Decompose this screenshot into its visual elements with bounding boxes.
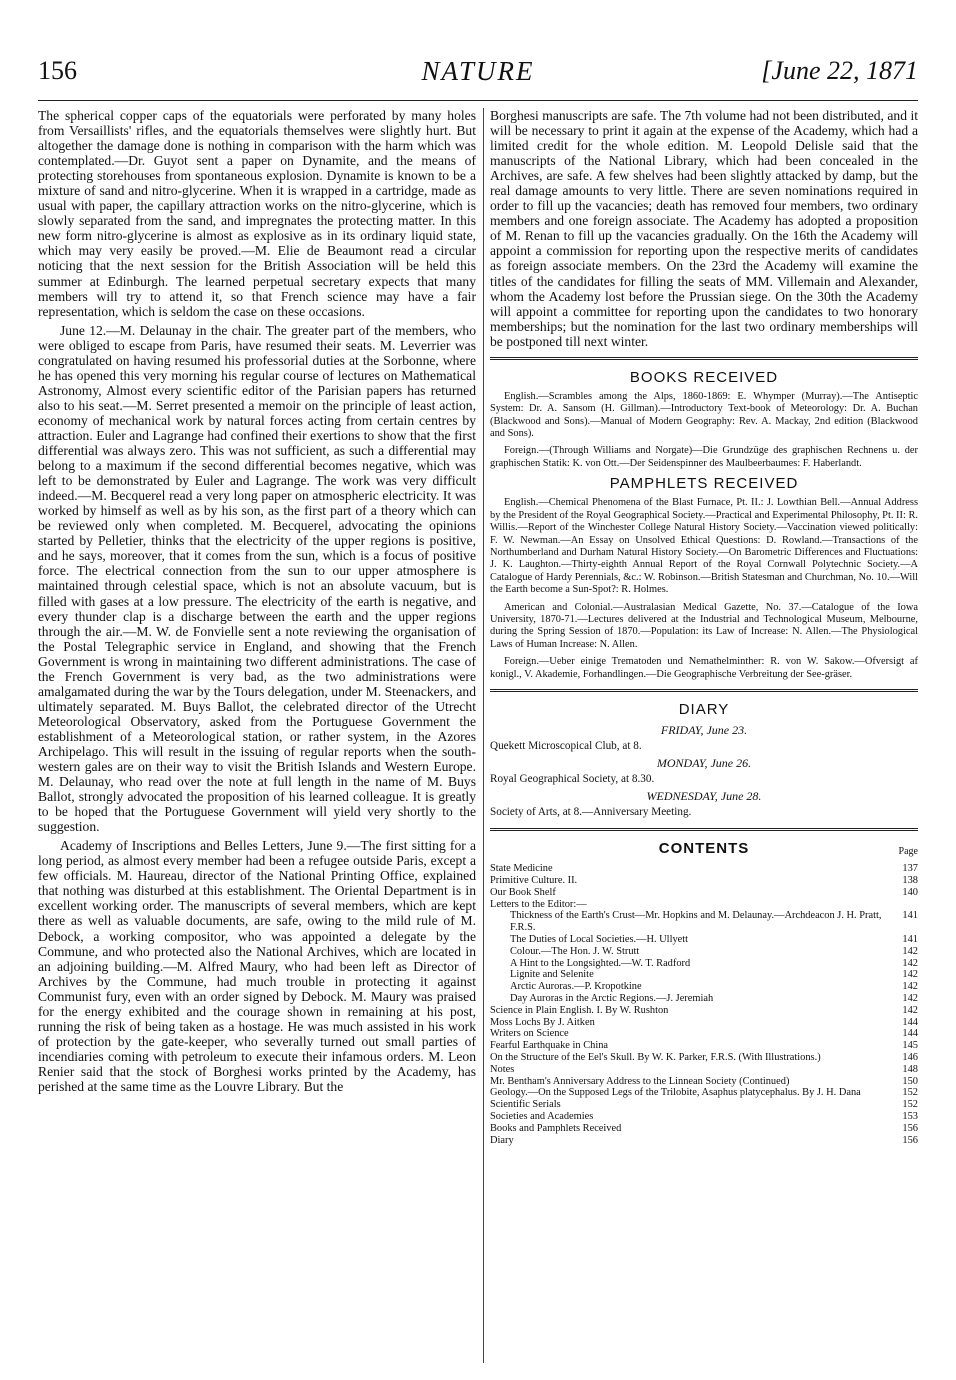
contents-item-label: Our Book Shelf: [490, 886, 556, 898]
contents-item: [490, 1052, 918, 1064]
contents-item: [490, 1005, 918, 1017]
contents-item-label: State Medicine: [490, 863, 553, 875]
contents-item: [490, 1135, 918, 1147]
contents-item-label: Fearful Earthquake in China: [490, 1040, 609, 1052]
contents-item-page: 141: [902, 934, 918, 946]
header-rule: [38, 100, 918, 101]
pamphlets-paragraph: American and Colonial.—Australasian Medical Gazette, No. 37.—Catalogue of the Iowa University, 1870-71.—Lectures delivered at the Industrial and Technological Museum, Melbourne, during the Spring Session of 1870.—Population: its Law of Increase: N. Allen.—The Physiological Laws of Human Increase: N. Allen.: [490, 601, 918, 650]
diary-event: Quekett Microscopical Club, at 8.: [490, 740, 642, 753]
issue-date: [June 22, 1871: [761, 56, 918, 85]
diary-event: Society of Arts, at 8.—Anniversary Meeting.: [490, 806, 692, 819]
contents-item-label: Diary: [490, 1134, 514, 1146]
contents-item-page: 152: [902, 1099, 918, 1111]
contents-item-label: Scientific Serials: [490, 1099, 561, 1111]
contents-item: [490, 1028, 918, 1040]
contents-title: CONTENTS: [658, 840, 750, 858]
contents-item: [490, 1087, 918, 1099]
contents-item-page: 142: [902, 969, 918, 981]
diary-day: WEDNESDAY, June 28.: [646, 789, 762, 804]
contents-item-label: A Hint to the Longsighted.—W. T. Radford: [510, 957, 691, 969]
pamphlets-received-title: PAMPHLETS RECEIVED: [609, 475, 799, 493]
contents-item: [490, 887, 918, 899]
pamphlets-received-section: [490, 497, 918, 681]
contents-item: [490, 1111, 918, 1123]
contents-header: [490, 841, 918, 859]
contents-item-label: Day Auroras in the Arctic Regions.—J. Jeremiah: [510, 993, 714, 1005]
contents-item: [490, 946, 918, 958]
contents-item-label: On the Structure of the Eel's Skull. By W. K. Parker, F.R.S. (With Illustrations.): [490, 1052, 821, 1064]
contents-item-page: 156: [902, 1134, 918, 1146]
journal-title: NATURE: [421, 56, 535, 86]
books-received-title: BOOKS RECEIVED: [629, 368, 779, 386]
contents-item-page: 156: [902, 1122, 918, 1134]
contents-page-label: Page: [898, 846, 918, 858]
contents-item-label: Primitive Culture. II.: [490, 875, 578, 887]
pamphlets-paragraph: Foreign.—Ueber einige Trematoden und Nemathelminther: R. von W. Sakow.—Ofversigt af konigl., V. Akademie, Forhandlingen.—Die Geographische Verbreitung der See-gräser.: [490, 656, 918, 680]
article-paragraph: Borghesi manuscripts are safe. The 7th volume had not been distributed, and it will be necessary to print it again at the expense of the Academy, which had a limited credit for the whole edition. M. Leopold Delisle said that the manuscripts of the National Library, which had been concealed in the Archives, are safe. A few shelves had been slightly attacked by damp, but the real damage amounts to very little. There are seven nominations required in order to fill up the vacancies; death has removed four members, two ordinary members and one foreign associate. The Academy has adopted a proposition of M. Renan to fill up the vacancies gradually. On the 16th the Academy will appoint a commission for reporting upon the respective merits of candidates as foreign associate members. On the 23rd the Academy will examine the titles of the candidates for filling the seats of MM. Villemain and Alexander, whom the Academy lost before the Prussian siege. On the 30th the Academy will appoint a committee for reporting upon the candidates to two honorary memberships; but the nomination for the last two ordinary memberships will be postponed till next winter.: [490, 108, 918, 349]
contents-item-label: Arctic Auroras.—P. Kropotkine: [510, 981, 642, 993]
contents-item: [490, 981, 918, 993]
article-paragraph: June 12.—M. Delaunay in the chair. The greater part of the members, who were obliged to escape from Paris, have resumed their seats. M. Leverrier was congratulated on having resumed his professorial duties at the Sorbonne, where he has opened this very morning his regular course of lectures on Mathematical Astronomy, Almost every scientific editor of the Parisian papers has returned also to his seat.—M. Serret presented a memoir on the principle of least action, economy of mechanical work by natural forces acting from certain centres by attraction. Euler and Lagrange had confined their exertions to show that the first differential was always zero. This was not sufficient, as such a differential may belong to a maximum if the second differential becomes negative, which was left to be demonstrated by Euler and Lagrange. The work was very difficult indeed.—M. Becquerel read a very long paper on atmospheric electricity. It was worked by himself as well as by his son, as the first part of a theory which can be reviewed only when completed. M. Becquerel, advocating the opinions started by Pelletier, thinks that the electricity of the upper regions is positive, and he says, moreover, that it comes from the sun, which is a focus of positive force. The electrical connection from the sun to our upper atmosphere is maintained through celestial space, which is not an absolute vacuum, but is filled with gases at a low pressure. The electricity of the earth is negative, and every thunder clap is a discharge between the earth and the upper regions through the air.—M. W. de Fonvielle sent a note reviewing the organisation of the Postal Telegraphic service in England, and showing that the French Government is wrong in maintaining two different administrations. The case of the French Government is very bad, as the two administrations were amalgamated during the war by the Tours delegation, under M. Steenackers, and ultimately separated. M. Buys Ballot, the celebrated director of the Utrecht Meteorological Observatory, asked from the Portuguese Government the establishment of a Meteorological station, or rather system, in the Azores Archipelago. This will result in the issuing of regular reports when the south-western gales are on their way to visit the British Islands and Western Europe. M. Delaunay, who read over the note at full length in the name of M. Buys Ballot, strongly advocated the proposition of his learned colleague. It is greatly to be hoped that the Portuguese Government will yield very shortly to the suggestion.: [38, 322, 476, 835]
right-column: [490, 108, 918, 1146]
contents-item-label: Books and Pamphlets Received: [490, 1122, 622, 1134]
section-rule: [490, 828, 918, 831]
contents-item: [490, 899, 918, 911]
books-paragraph: English.—Scrambles among the Alps, 1860-1869: E. Whymper (Murray).—The Antiseptic System: Dr. A. Sansom (H. Gillman).—Introductory Text-book of Meteorology: Dr. A. Buchan (Blackwood and Sons).—Manual of Modern Geography: Rev. A. Mackay, 2nd edition (Blackwood and Sons).: [490, 390, 918, 440]
diary-event: Royal Geographical Society, at 8.30.: [490, 773, 655, 786]
contents-item: [490, 934, 918, 946]
contents-item: [490, 1123, 918, 1135]
contents-item-page: 140: [902, 886, 918, 898]
contents-item-label: The Duties of Local Societies.—H. Ullyett: [510, 934, 689, 946]
contents-item: [490, 875, 918, 887]
contents-item-page: 152: [902, 1087, 918, 1099]
left-column: [38, 108, 476, 1098]
contents-item-page: 150: [902, 1075, 918, 1087]
contents-item-label: Science in Plain English. I. By W. Rushton: [490, 1004, 669, 1016]
contents-item: [490, 1040, 918, 1052]
contents-item-page: 153: [902, 1111, 918, 1123]
contents-item-label: Letters to the Editor:—: [490, 898, 587, 910]
page-number: 156: [38, 56, 77, 85]
contents-item-label: Mr. Bentham's Anniversary Address to the Linnean Society (Continued): [490, 1075, 790, 1087]
article-paragraph: The spherical copper caps of the equatorials were perforated by many holes from Versaillists' rifles, and the equatorials themselves were slightly hurt. But altogether the damage done is nothing in comparison with the harm which was contemplated.—Dr. Guyot sent a paper on Dynamite, and the means of protecting storehouses from spontaneous explosion. Dynamite is known to be a mixture of sand and nitro-glycerine. When it is wrapped in a cartridge, made as usual with paper, the capillary attraction works on the nitro-glycerine, which is slowly separated from the sand, and impregnates the protecting matter. In this new form nitro-glycerine is almost as explosive as in its ordinary liquid state, which may very easily be proved.—M. Elie de Beaumont read a circular noticing that the next session for the British Association will be held this summer at Edinburgh. The learned perpetual secretary expects that many members will try to attend it, so that French science may have a fair representation, which is seldom the case on these occasions.: [38, 108, 476, 319]
section-rule: [490, 357, 918, 360]
column-divider: [483, 108, 484, 1363]
contents-item: [490, 1076, 918, 1088]
contents-item: [490, 1064, 918, 1076]
contents-item-page: 142: [902, 957, 918, 969]
books-paragraph: Foreign.—(Through Williams and Norgate)—Die Grundzüge des graphischen Rechnens u. der graphischen Statik: K. von Ott.—Der Seidenspinner des Maulbeerbaumes: F. Haberlandt.: [490, 445, 918, 469]
contents-item-page: 142: [902, 981, 918, 993]
contents-item: [490, 1017, 918, 1029]
contents-item-page: 144: [902, 1016, 918, 1028]
contents-item: [490, 969, 918, 981]
diary-title: DIARY: [678, 700, 730, 718]
diary-day: MONDAY, June 26.: [656, 756, 752, 771]
contents-item-page: 142: [902, 993, 918, 1005]
contents-item: [490, 1099, 918, 1111]
contents-item-label: Geology.—On the Supposed Legs of the Trilobite, Asaphus platycephalus. By J. H. Dana: [490, 1087, 861, 1099]
contents-item-label: Colour.—The Hon. J. W. Strutt: [510, 945, 640, 957]
pamphlets-paragraph: English.—Chemical Phenomena of the Blast Furnace, Pt. II.: J. Lowthian Bell.—Annual Address by the President of the Royal Geographical Society.—Practical and Experimental Philosophy, Pt. II: R. Willis.—Report of the Winchester College Natural History Society.—Vaccination viewed politically: F. W. Newman.—An Essay on Unsolved Ethical Questions: D. Rowland.—Transactions of the Northumberland and Durham Natural History Society.—On Barometric Differences and Fluctuations: J. K. Laughton.—Thirty-eighth Annual Report of the Royal Cornwall Polytechnic Society.—A Catalogue of Hardy Perennials, &c.: W. Robinson.—British Statesman and Churchman, No. 10.—Will the Earth become a Sun-Spot?: R. Holmes.: [490, 497, 918, 596]
contents-item-page: 142: [902, 1004, 918, 1016]
books-received-section: [490, 391, 918, 470]
contents-item-label: Moss Lochs By J. Aitken: [490, 1016, 595, 1028]
page-header: [38, 56, 918, 96]
contents-item-label: Thickness of the Earth's Crust—Mr. Hopkins and M. Delaunay.—Archdeacon J. H. Pratt, F.R.S.: [510, 910, 882, 934]
section-rule: [490, 689, 918, 692]
contents-list: [490, 863, 918, 1146]
contents-item-page: 137: [902, 863, 918, 875]
diary-section: [490, 723, 918, 820]
contents-item-label: Lignite and Selenite: [510, 969, 594, 981]
contents-item-label: Societies and Academies: [490, 1111, 594, 1123]
contents-item-page: 141: [902, 910, 918, 922]
contents-item: [490, 958, 918, 970]
contents-item-page: 144: [902, 1028, 918, 1040]
contents-item: [490, 863, 918, 875]
contents-item-page: 146: [902, 1052, 918, 1064]
contents-item-page: 145: [902, 1040, 918, 1052]
contents-item-page: 148: [902, 1063, 918, 1075]
contents-item-label: Writers on Science: [490, 1028, 569, 1040]
article-paragraph: Academy of Inscriptions and Belles Letters, June 9.—The first sitting for a long period, as almost every member had been a refugee outside Paris, except a few officials. M. Haureau, director of the National Printing Office, explained that nothing was disturbed at this establishment. The Oriental Department is in excellent working order. The manuscripts of several members, which are kept there as well as valuable documents, are safe, owing to the mild rule of M. Debock, a working compositor, who was appointed a delegate by the Commune, and who protected also the National Archives, which are located in an adjoining building.—M. Alfred Maury, who had been left as Director of Archives by the Commune, had much trouble in protecting it against Communist fury, even with an order signed by Debock. M. Maury was praised for the energy exhibited and the courage shown in remaining at his post, running the risk of being taken as a hostage. He was much assisted in his work of protection by the gate-keeper, who severally turned out small parties of incendiaries coming with petroleum to execute their infamous orders. M. Leon Renier said that the stock of Borghesi works printed by the Academy, has perished at the same time as the Louvre Library. But the: [38, 838, 476, 1094]
diary-day: FRIDAY, June 23.: [660, 723, 748, 738]
contents-item-label: Notes: [490, 1063, 515, 1075]
contents-item-page: 142: [902, 945, 918, 957]
contents-item: [490, 910, 918, 934]
contents-item: [490, 993, 918, 1005]
contents-item-page: 138: [902, 875, 918, 887]
